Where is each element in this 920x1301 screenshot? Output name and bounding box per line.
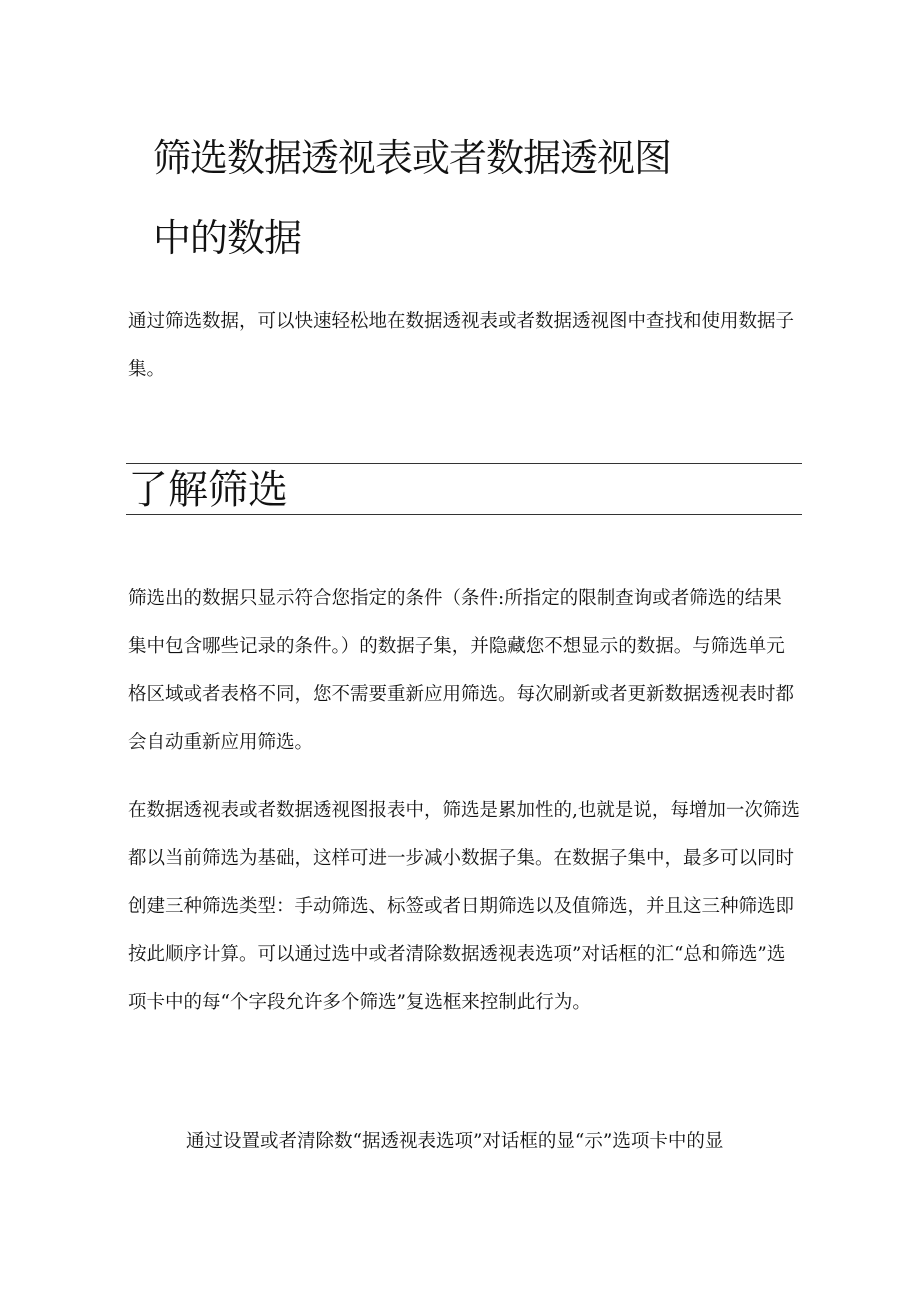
heading-top-rule [126, 463, 802, 464]
body-paragraph-2: 在数据透视表或者数据透视图报表中，筛选是累加性的,也就是说，每增加一次筛选都以当前筛选为基础，这样可进一步减小数据子集。在数据子集中，最多可以同时创建三种筛选类型：手动筛选、标签或者日期筛选以及值筛选，并且这三种筛选即按此顺序计算。可以通过选中或者清除数据透视表选项”对话框的汇“总和筛选”选项卡中的每“个字段允许多个筛选”复选框来控制此行为。 [128, 800, 800, 1013]
body-paragraph-1: 筛选出的数据只显示符合您指定的条件（条件:所指定的限制查询或者筛选的结果集中包含哪些记录的条件。）的数据子集，并隐藏您不想显示的数据。与筛选单元格区域或者表格不同，您不需要重新应用筛选。每次刷新或者更新数据透视表时都会自动重新应用筛选。 [128, 588, 795, 753]
document-title-line-2: 中的数据 [153, 216, 302, 260]
section-heading: 了解筛选 [128, 467, 288, 513]
heading-bottom-rule [126, 514, 802, 515]
intro-paragraph: 通过筛选数据，可以快速轻松地在数据透视表或者数据透视图中查找和使用数据子集。 [128, 311, 795, 380]
body-paragraph-3: 通过设置或者清除数“据透视表选项”对话框的显“示”选项卡中的显 [186, 1131, 724, 1152]
document-title-line-1: 筛选数据透视表或者数据透视图 [153, 136, 672, 180]
